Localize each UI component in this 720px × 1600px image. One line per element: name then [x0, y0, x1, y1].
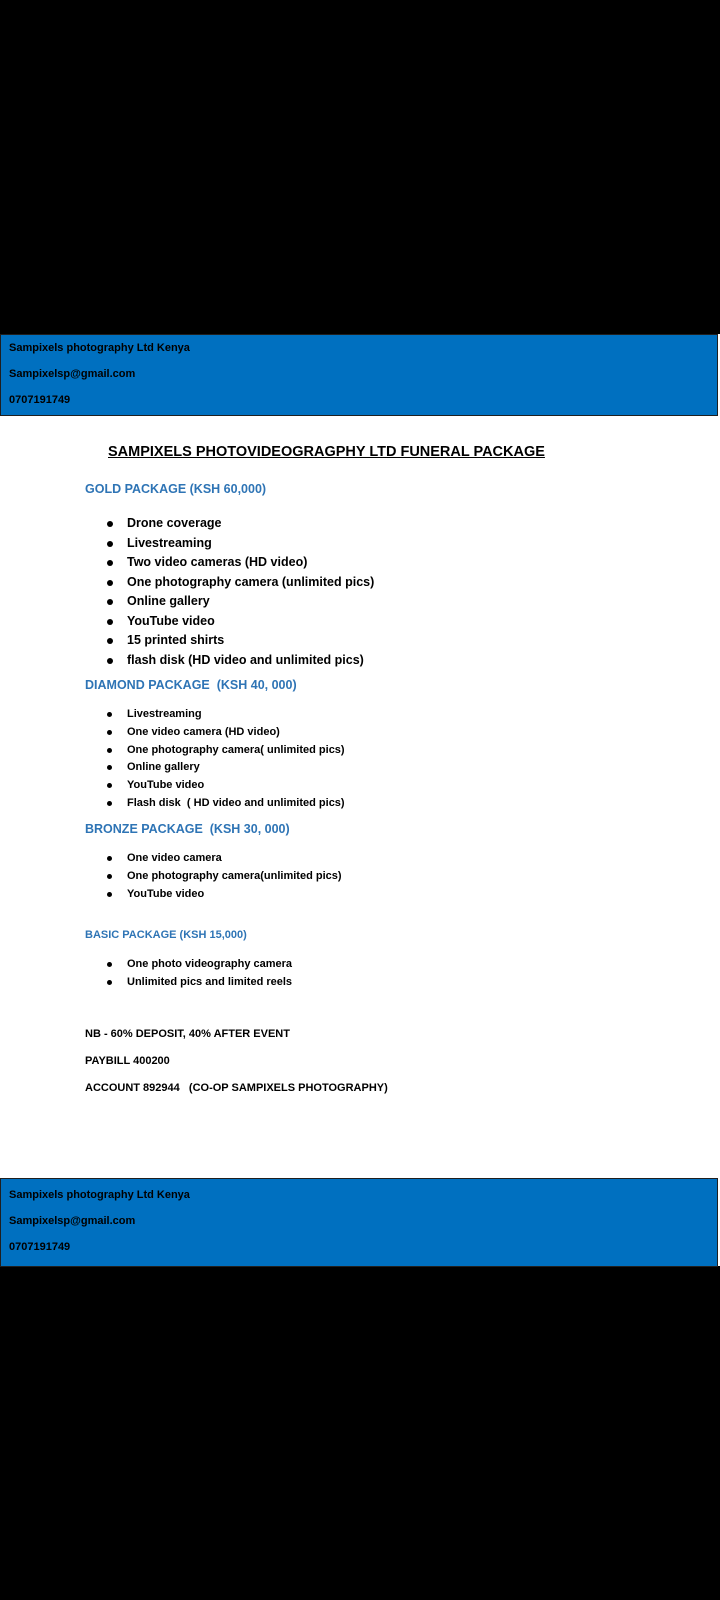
list-item-text: Online gallery — [127, 761, 200, 774]
list-item-text: Flash disk ( HD video and unlimited pics) — [127, 796, 345, 809]
list-item-text: Drone coverage — [127, 516, 222, 530]
basic-package-list — [0, 956, 292, 992]
basic-package-heading: BASIC PACKAGE (KSH 15,000) — [85, 929, 247, 941]
email-address: Sampixelsp@gmail.com — [9, 1215, 136, 1227]
list-item — [0, 651, 374, 671]
footer-contact-box — [0, 1178, 718, 1267]
list-item-text: YouTube video — [127, 613, 215, 628]
company-name: Sampixels photography Ltd Kenya — [9, 1189, 190, 1201]
list-item — [0, 592, 374, 612]
list-item — [0, 886, 342, 904]
bullet-icon — [107, 541, 113, 547]
paybill-note: PAYBILL 400200 — [85, 1055, 170, 1067]
list-item — [0, 724, 345, 742]
document-title: SAMPIXELS PHOTOVIDEOGRAGPHY LTD FUNERAL PACKAGE — [108, 444, 545, 460]
bullet-icon — [107, 801, 112, 806]
bullet-icon — [107, 580, 113, 586]
list-item — [0, 553, 374, 573]
list-item — [0, 868, 342, 886]
bullet-icon — [107, 521, 113, 527]
list-item-text: Two video cameras (HD video) — [127, 555, 308, 569]
header-contact-box — [0, 334, 718, 416]
list-item — [0, 850, 342, 868]
list-item-text: One photography camera (unlimited pics) — [127, 574, 375, 589]
bullet-icon — [107, 892, 112, 897]
bullet-icon — [107, 658, 113, 664]
diamond-package-heading: DIAMOND PACKAGE (KSH 40, 000) — [85, 678, 297, 692]
list-item — [0, 612, 374, 632]
list-item-text: One photography camera( unlimited pics) — [127, 743, 345, 756]
bullet-icon — [107, 783, 112, 788]
list-item-text: Online gallery — [127, 594, 210, 608]
phone-number: 0707191749 — [9, 394, 71, 406]
list-item — [0, 706, 345, 724]
list-item — [0, 777, 345, 795]
list-item — [0, 631, 374, 651]
list-item — [0, 759, 345, 777]
list-item-text: YouTube video — [127, 887, 205, 900]
list-item — [0, 956, 292, 974]
list-item — [0, 974, 292, 992]
list-item — [0, 534, 374, 554]
gold-package-heading: GOLD PACKAGE (KSH 60,000) — [85, 482, 267, 496]
bullet-icon — [107, 748, 112, 753]
bronze-package-heading: BRONZE PACKAGE (KSH 30, 000) — [85, 822, 290, 836]
bullet-icon — [107, 856, 112, 861]
bullet-icon — [107, 638, 113, 644]
list-item — [0, 573, 374, 593]
bullet-icon — [107, 619, 113, 625]
bullet-icon — [107, 730, 112, 735]
diamond-package-list — [0, 706, 345, 813]
list-item — [0, 742, 345, 760]
email-address: Sampixelsp@gmail.com — [9, 368, 136, 380]
list-item-text: Livestreaming — [127, 535, 212, 550]
company-name: Sampixels photography Ltd Kenya — [9, 342, 190, 354]
list-item-text: One video camera (HD video) — [127, 725, 280, 738]
list-item — [0, 514, 374, 534]
phone-number: 0707191749 — [9, 1241, 71, 1253]
list-item-text: One photo videography camera — [127, 958, 293, 970]
list-item-text: Unlimited pics and limited reels — [127, 975, 293, 988]
deposit-note: NB - 60% DEPOSIT, 40% AFTER EVENT — [85, 1028, 290, 1040]
bullet-icon — [107, 560, 113, 566]
list-item — [0, 795, 345, 813]
list-item-text: Livestreaming — [127, 708, 202, 720]
list-item-text: One photography camera(unlimited pics) — [127, 869, 342, 882]
bullet-icon — [107, 874, 112, 879]
bullet-icon — [107, 599, 113, 605]
bullet-icon — [107, 962, 112, 967]
account-note: ACCOUNT 892944 (CO-OP SAMPIXELS PHOTOGRAPHY) — [85, 1082, 388, 1094]
bullet-icon — [107, 765, 112, 770]
bronze-package-list — [0, 850, 342, 903]
bullet-icon — [107, 980, 112, 985]
list-item-text: YouTube video — [127, 779, 205, 792]
bullet-icon — [107, 712, 112, 717]
list-item-text: 15 printed shirts — [127, 633, 225, 647]
list-item-text: One video camera — [127, 852, 222, 864]
list-item-text: flash disk (HD video and unlimited pics) — [127, 652, 364, 667]
gold-package-list — [0, 514, 374, 670]
